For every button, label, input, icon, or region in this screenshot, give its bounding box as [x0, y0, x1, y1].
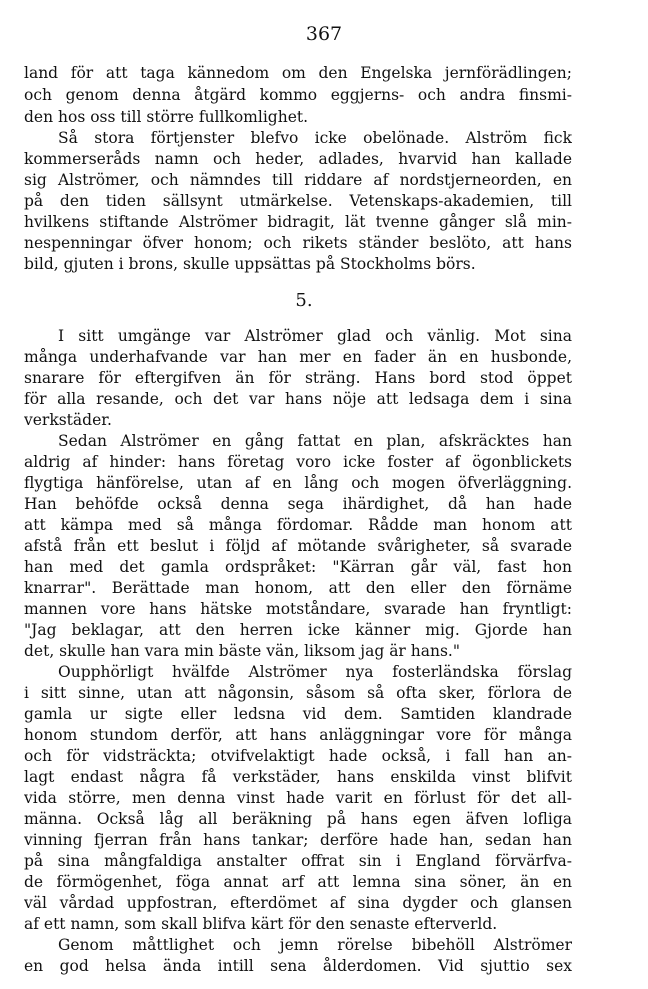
- text-line: och för vidsträckta; otvifvelaktigt hade också, i fall han an-: [24, 747, 572, 765]
- section-number: 5.: [295, 290, 313, 311]
- text-line: sig Alströmer, och nämndes till riddare af nordstjerneorden, en: [24, 171, 572, 189]
- text-line: de förmögenhet, föga annat arf att lemna sina söner, än en: [24, 873, 572, 891]
- text-line: männa. Också låg all beräkning på hans egen äfven lofliga: [24, 810, 572, 828]
- page-number: 367: [305, 23, 343, 45]
- text-line: i sitt sinne, utan att någonsin, såsom så ofta sker, förlora de: [24, 684, 572, 702]
- text-line: för alla resande, och det var hans nöje att ledsaga dem i sina: [24, 390, 572, 408]
- text-line: på den tiden sällsynt utmärkelse. Vetenskaps-akademien, till: [24, 192, 572, 210]
- text-line: många underhafvande var han mer en fader än en husbonde,: [24, 348, 572, 366]
- text-line: den hos oss till större fullkomlighet.: [24, 108, 309, 126]
- text-line: verkstäder.: [24, 411, 112, 429]
- text-line: väl vårdad uppfostran, efterdömet af sina dygder och glansen: [24, 894, 572, 912]
- text-line: mannen vore hans hätske motståndare, svarade han fryntligt:: [24, 600, 572, 618]
- text-line: han med det gamla ordspråket: "Kärran går väl, fast hon: [24, 558, 572, 576]
- text-line: "Jag beklagar, att den herren icke känner mig. Gjorde han: [24, 621, 572, 639]
- text-line: att kämpa med så många fördomar. Rådde man honom att: [24, 516, 572, 534]
- text-line: lagt endast några få verkstäder, hans enskilda vinst blifvit: [24, 768, 572, 786]
- text-line: det, skulle han vara min bäste vän, liksom jag är hans.": [24, 642, 460, 660]
- text-line: hvilkens stiftande Alströmer bidragit, lät tvenne gånger slå min-: [24, 213, 572, 231]
- text-line: gamla ur sigte eller ledsna vid dem. Samtiden klandrade: [24, 705, 572, 723]
- text-line: Han behöfde också denna sega ihärdighet, då han hade: [24, 495, 572, 513]
- text-line: snarare för eftergifven än för sträng. Hans bord stod öppet: [24, 369, 572, 387]
- text-line: honom stundom derför, att hans anläggningar vore för många: [24, 726, 572, 744]
- text-line: aldrig af hinder: hans företag voro icke foster af ögonblickets: [24, 453, 572, 471]
- text-line: Oupphörligt hvälfde Alströmer nya fosterländska förslag: [58, 663, 572, 681]
- text-line: bild, gjuten i brons, skulle uppsättas på Stockholms börs.: [24, 255, 476, 273]
- text-line: och genom denna åtgärd kommo eggjerns- och andra finsmi-: [24, 86, 572, 104]
- text-line: Sedan Alströmer en gång fattat en plan, afskräcktes han: [58, 432, 572, 450]
- text-line: en god helsa ända intill sena ålderdomen. Vid sjuttio sex: [24, 957, 572, 975]
- text-line: Genom måttlighet och jemn rörelse bibehöll Alströmer: [58, 936, 572, 954]
- text-line: kommerseråds namn och heder, adlades, hvarvid han kallade: [24, 150, 572, 168]
- text-line: nespenningar öfver honom; och rikets ständer beslöto, att hans: [24, 234, 572, 252]
- text-line: knarrar". Berättade man honom, att den eller den förnäme: [24, 579, 572, 597]
- text-line: på sina mångfaldiga anstalter offrat sin i England förvärfva-: [24, 852, 572, 870]
- text-line: afstå från ett beslut i följd af mötande svårigheter, så svarade: [24, 537, 572, 555]
- text-line: I sitt umgänge var Alströmer glad och vänlig. Mot sina: [58, 327, 572, 345]
- text-line: land för att taga kännedom om den Engelska jernförädlingen;: [24, 64, 572, 82]
- text-line: flygtiga hänförelse, utan af en lång och mogen öfverläggning.: [24, 474, 572, 492]
- text-line: Så stora förtjenster blefvo icke obelönade. Alström fick: [58, 129, 572, 147]
- text-line: vinning fjerran från hans tankar; derföre hade han, sedan han: [24, 831, 572, 849]
- text-line: vida större, men denna vinst hade varit en förlust för det all-: [24, 789, 572, 807]
- text-line: af ett namn, som skall blifva kärt för den senaste efterverld.: [24, 915, 498, 933]
